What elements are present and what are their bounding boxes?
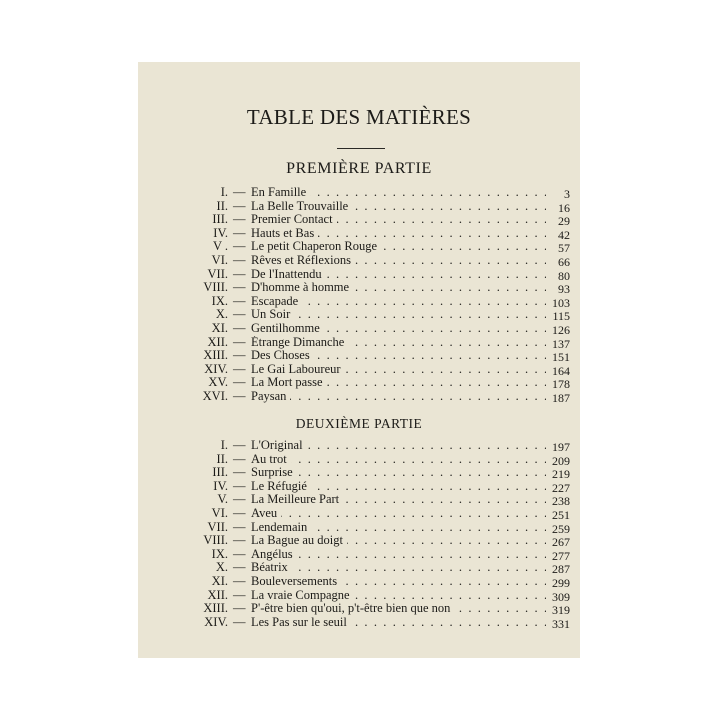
chapter-number: I. — [220, 438, 228, 452]
em-dash: — — [233, 451, 246, 466]
chapter-title-leader — [251, 363, 546, 377]
toc-entry — [138, 480, 580, 494]
chapter-title-leader — [251, 281, 546, 295]
toc-entry — [138, 349, 580, 363]
em-dash: — — [233, 185, 246, 199]
chapter-title: Le Réfugié — [251, 480, 311, 493]
em-dash: — — [233, 601, 246, 616]
page-number: 29 — [558, 214, 570, 229]
toc-entry — [138, 240, 580, 254]
chapter-title: Lendemain — [251, 521, 311, 534]
toc-entry — [138, 200, 580, 214]
em-dash: — — [233, 225, 246, 240]
chapter-title: Aveu — [251, 507, 281, 520]
chapter-title-leader — [251, 213, 546, 227]
em-dash: — — [233, 438, 246, 452]
chapter-title-leader — [251, 507, 546, 521]
chapter-title-leader — [251, 376, 546, 390]
chapter-number: I. — [220, 185, 228, 199]
toc-entry — [138, 521, 580, 535]
em-dash: — — [233, 361, 246, 376]
chapter-title: Étrange Dimanche — [251, 336, 348, 349]
chapter-title-leader — [251, 240, 546, 254]
chapter-title: Premier Contact — [251, 213, 337, 226]
chapter-number: VIII. — [203, 280, 228, 295]
em-dash: — — [233, 252, 246, 267]
chapter-title-leader — [251, 254, 546, 268]
em-dash: — — [233, 465, 246, 480]
chapter-title: Paysan — [251, 390, 290, 403]
toc-entry — [138, 616, 580, 630]
page-number: 66 — [558, 254, 570, 269]
chapter-title-leader — [251, 390, 546, 404]
toc-entry — [138, 602, 580, 616]
chapter-title-leader — [251, 561, 546, 575]
chapter-title-leader — [251, 521, 546, 535]
em-dash: — — [233, 388, 246, 403]
page-title: TABLE DES MATIÈRES — [246, 105, 472, 129]
em-dash: — — [233, 573, 246, 588]
em-dash: — — [233, 478, 246, 493]
page-number: 309 — [552, 589, 570, 604]
chapter-title: Escapade — [251, 295, 302, 308]
chapter-title-leader — [251, 295, 546, 309]
toc-entry — [138, 390, 580, 404]
toc-entry — [138, 439, 580, 453]
toc-entry — [138, 376, 580, 390]
em-dash: — — [233, 320, 246, 335]
toc-entry — [138, 281, 580, 295]
toc-entry — [138, 561, 580, 575]
page-number: 319 — [552, 603, 570, 618]
chapter-title: Rêves et Réflexions — [251, 254, 355, 267]
chapter-title: De l'Inattendu — [251, 268, 326, 281]
em-dash: — — [233, 492, 246, 507]
page-number: 259 — [552, 521, 570, 536]
chapter-number: XIII. — [203, 601, 228, 616]
chapter-title-leader — [251, 322, 546, 336]
chapter-number: XV. — [208, 375, 228, 390]
toc-entry — [138, 322, 580, 336]
page-number: 197 — [552, 440, 570, 454]
chapter-title: Surprise — [251, 466, 297, 479]
page-number: 42 — [558, 227, 570, 242]
chapter-title: Des Choses — [251, 349, 314, 362]
chapter-number: IX. — [211, 546, 228, 561]
page-number: 164 — [552, 363, 570, 378]
chapter-number: IX. — [211, 293, 228, 308]
page-number: 57 — [558, 241, 570, 256]
part-heading-2: DEUXIÈME PARTIE — [295, 416, 423, 431]
toc-entry — [138, 254, 580, 268]
em-dash: — — [233, 307, 246, 322]
chapter-number: V . — [212, 239, 228, 254]
chapter-title: Le Gai Laboureur — [251, 363, 345, 376]
page-number: 137 — [552, 336, 570, 351]
chapter-title-leader — [251, 308, 546, 322]
chapter-title-leader — [251, 439, 546, 453]
chapter-number: III. — [212, 212, 228, 227]
chapter-title: La vraie Compagne — [251, 589, 354, 602]
em-dash: — — [233, 519, 246, 534]
chapter-title: L'Original — [251, 439, 307, 452]
chapter-title-leader — [251, 453, 546, 467]
chapter-title: Un Soir — [251, 308, 294, 321]
chapter-number: X. — [215, 560, 228, 575]
chapter-title-leader — [251, 534, 546, 548]
chapter-title: En Famille — [251, 186, 310, 199]
chapter-number: XIV. — [204, 361, 228, 376]
part-heading-1: PREMIÈRE PARTIE — [286, 160, 432, 177]
chapter-title-leader — [251, 466, 546, 480]
chapter-title-leader — [251, 200, 546, 214]
chapter-title: La Belle Trouvaille — [251, 200, 352, 213]
chapter-number: XI. — [211, 573, 228, 588]
em-dash: — — [233, 505, 246, 520]
em-dash: — — [233, 375, 246, 390]
chapter-title-leader — [251, 602, 546, 616]
chapter-number: XII. — [207, 334, 228, 349]
em-dash: — — [233, 334, 246, 349]
page-number: 126 — [552, 322, 570, 337]
chapter-title-leader — [251, 336, 546, 350]
page-number: 267 — [552, 535, 570, 550]
em-dash: — — [233, 280, 246, 295]
page-number: 103 — [552, 295, 570, 310]
page-number: 151 — [552, 350, 570, 365]
chapter-number: XIV. — [204, 614, 228, 629]
chapter-title: Les Pas sur le seuil — [251, 616, 351, 629]
chapter-title-leader — [251, 575, 546, 589]
toc-entry — [138, 308, 580, 322]
chapter-title-leader — [251, 186, 546, 200]
chapter-number: X. — [215, 307, 228, 322]
chapter-number: VII. — [207, 519, 228, 534]
toc-entry — [138, 589, 580, 603]
toc-entry — [138, 227, 580, 241]
page-number: 238 — [552, 494, 570, 509]
em-dash: — — [233, 239, 246, 254]
chapter-title: Angélus — [251, 548, 297, 561]
chapter-title: La Mort passe — [251, 376, 327, 389]
chapter-title-leader — [251, 589, 546, 603]
toc-entry — [138, 336, 580, 350]
em-dash: — — [233, 614, 246, 629]
toc-entry — [138, 507, 580, 521]
chapter-number: XII. — [207, 587, 228, 602]
em-dash: — — [233, 198, 246, 213]
chapter-number: VI. — [211, 252, 228, 267]
chapter-title: Gentilhomme — [251, 322, 324, 335]
toc-entry — [138, 453, 580, 467]
page-number: 178 — [552, 377, 570, 392]
toc-entry — [138, 213, 580, 227]
em-dash: — — [233, 348, 246, 363]
chapter-title-leader — [251, 616, 546, 630]
chapter-title-leader — [251, 493, 546, 507]
em-dash: — — [233, 587, 246, 602]
chapter-title-leader — [251, 268, 546, 282]
chapter-title: D'homme à homme — [251, 281, 353, 294]
toc-entry — [138, 363, 580, 377]
toc-entry — [138, 493, 580, 507]
page-number: 219 — [552, 467, 570, 482]
chapter-title-leader — [251, 480, 546, 494]
em-dash: — — [233, 546, 246, 561]
chapter-number: IV. — [213, 478, 228, 493]
em-dash: — — [233, 212, 246, 227]
toc-entry — [138, 295, 580, 309]
chapter-title-leader — [251, 227, 546, 241]
page-number: 115 — [552, 309, 570, 324]
chapter-title-leader — [251, 548, 546, 562]
page-number: 251 — [552, 507, 570, 522]
em-dash: — — [233, 560, 246, 575]
chapter-number: II. — [216, 451, 228, 466]
em-dash: — — [233, 266, 246, 281]
toc-entry — [138, 186, 580, 200]
page-number: 209 — [552, 453, 570, 468]
chapter-title: Béatrix — [251, 561, 292, 574]
chapter-number: III. — [212, 465, 228, 480]
chapter-number: VI. — [211, 505, 228, 520]
chapter-number: IV. — [213, 225, 228, 240]
chapter-number: V. — [217, 492, 228, 507]
page-number: 16 — [558, 200, 570, 215]
em-dash: — — [233, 533, 246, 548]
page-number: 80 — [558, 268, 570, 283]
chapter-number: VII. — [207, 266, 228, 281]
chapter-title: Au trot — [251, 453, 291, 466]
chapter-number: XIII. — [203, 348, 228, 363]
page-number: 299 — [552, 575, 570, 590]
chapter-number: XVI. — [202, 388, 228, 403]
em-dash: — — [233, 293, 246, 308]
page-number: 277 — [552, 548, 570, 563]
chapter-title: Bouleversements — [251, 575, 341, 588]
chapter-number: XI. — [211, 320, 228, 335]
book-page — [138, 62, 580, 658]
chapter-number: II. — [216, 198, 228, 213]
page-number: 227 — [552, 480, 570, 495]
chapter-title: Le petit Chaperon Rouge — [251, 240, 381, 253]
chapter-number: VIII. — [203, 533, 228, 548]
page-number: 187 — [552, 390, 570, 405]
chapter-title-leader — [251, 349, 546, 363]
page-number: 287 — [552, 562, 570, 577]
chapter-title: Hauts et Bas — [251, 227, 318, 240]
toc-list-part-1 — [138, 186, 580, 404]
toc-entry — [138, 548, 580, 562]
chapter-title: La Bague au doigt — [251, 534, 347, 547]
page-number: 3 — [564, 187, 570, 201]
toc-entry — [138, 575, 580, 589]
toc-entry — [138, 534, 580, 548]
chapter-title: P'-être bien qu'oui, p't-être bien que non — [251, 602, 454, 615]
page-number: 93 — [558, 282, 570, 297]
toc-entry — [138, 268, 580, 282]
chapter-title: La Meilleure Part — [251, 493, 343, 506]
title-divider — [337, 148, 385, 149]
toc-entry — [138, 466, 580, 480]
page-number: 331 — [552, 616, 570, 631]
toc-list-part-2 — [138, 439, 580, 629]
